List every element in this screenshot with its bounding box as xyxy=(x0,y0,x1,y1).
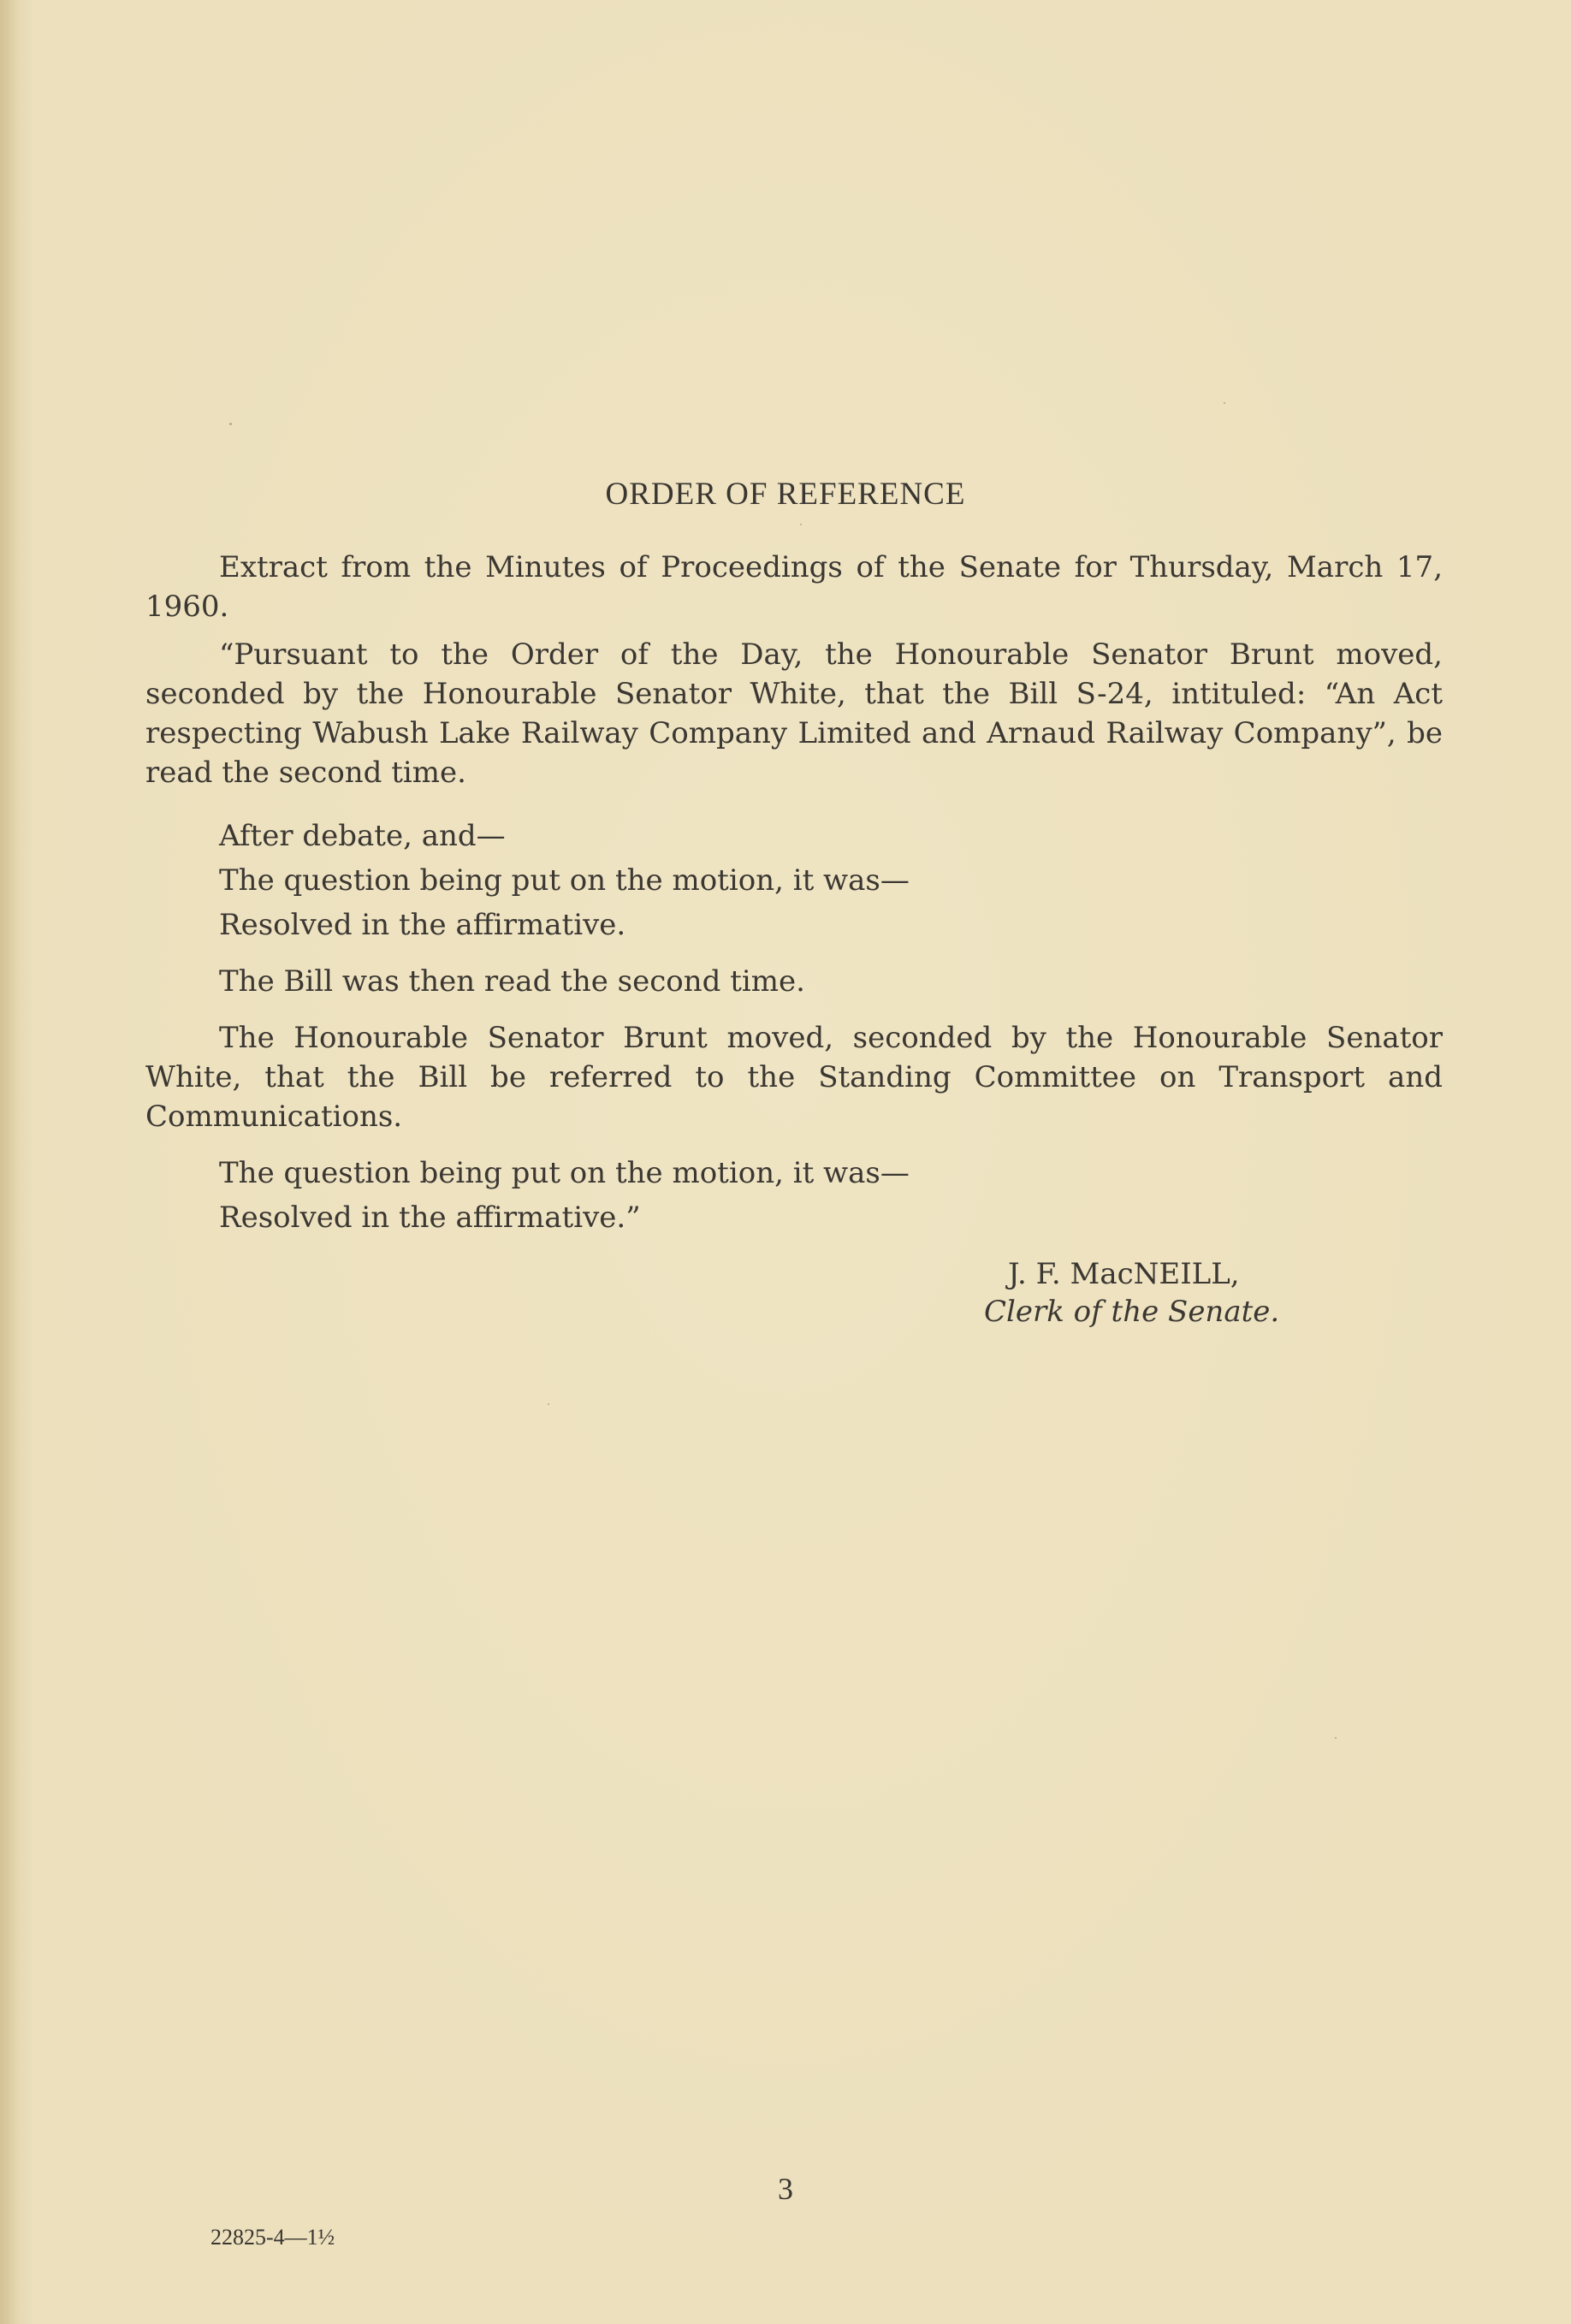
extract-paragraph: Extract from the Minutes of Proceedings of the Senate for Thursday, March 17, 1960. xyxy=(145,550,1443,624)
signature-title: Clerk of the Senate. xyxy=(984,1295,1280,1329)
signature-name: J. F. MacNEILL, xyxy=(1008,1257,1240,1291)
resolved-line-2: Resolved in the affirmative.” xyxy=(219,1201,641,1235)
paper-speck xyxy=(1224,402,1225,404)
motion-paragraph: “Pursuant to the Order of the Day, the Honourable Senator Brunt moved, seconded by the Honourable Senator White, that the Bill S-24, intituled: “An Act respecting Wabush Lake Railway Company Limited and Arnaud Railway Company”, be read the second time. xyxy=(145,637,1443,790)
referral-paragraph: The Honourable Senator Brunt moved, seconded by the Honourable Senator White, that the Bill be referred to the Standing Committee on Transport and Communications. xyxy=(145,1021,1443,1134)
debate-line: After debate, and— xyxy=(219,819,506,853)
question-line-1: The question being put on the motion, it was— xyxy=(219,863,910,898)
order-of-reference-heading: ORDER OF REFERENCE xyxy=(605,477,966,512)
paper-speck xyxy=(800,524,802,525)
paper-speck xyxy=(1335,1737,1337,1739)
resolved-line-1: Resolved in the affirmative. xyxy=(219,908,626,942)
page-number: 3 xyxy=(778,2172,793,2206)
paper-speck xyxy=(548,1403,549,1405)
print-code: 22825-4—1½ xyxy=(210,2225,335,2250)
page-edge-shading xyxy=(0,0,19,2324)
paper-speck xyxy=(229,423,232,425)
question-line-2: The question being put on the motion, it was— xyxy=(219,1156,910,1190)
second-reading-line: The Bill was then read the second time. xyxy=(219,964,805,999)
